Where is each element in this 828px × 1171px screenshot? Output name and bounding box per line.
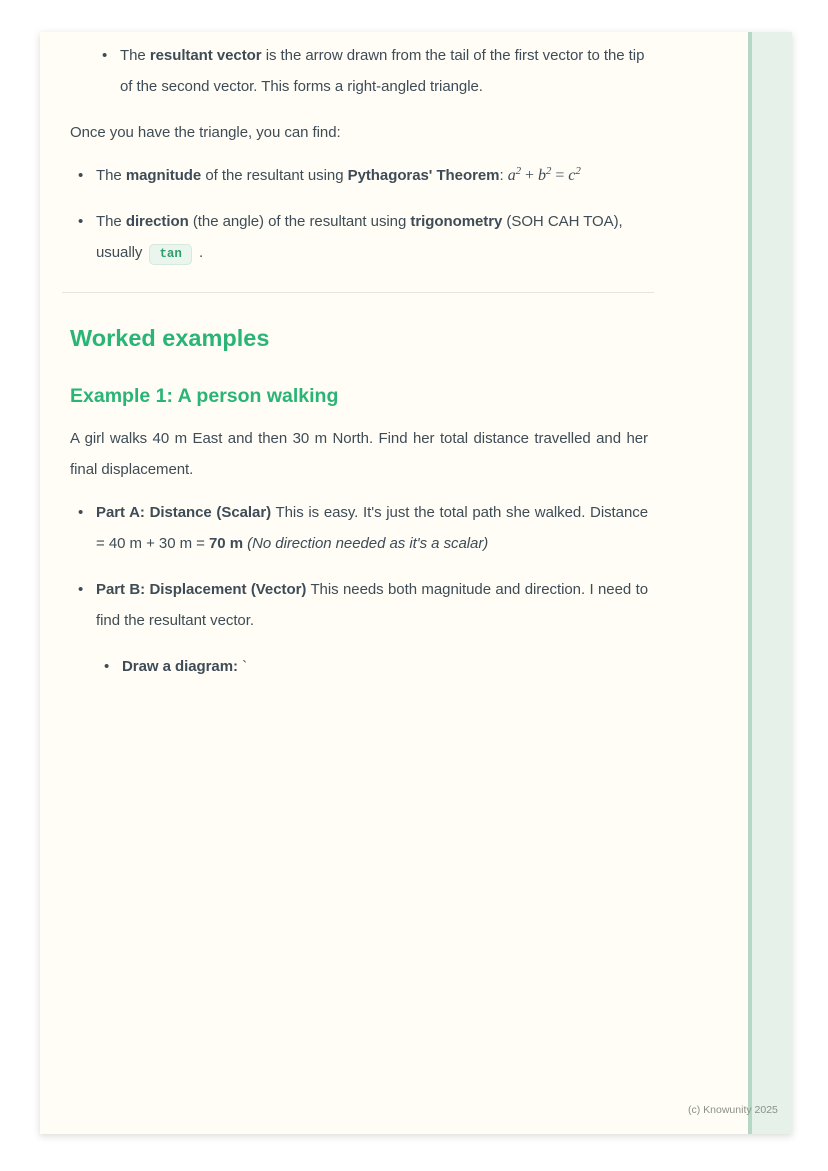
document-page	[40, 32, 792, 1134]
find-bullet-list	[70, 160, 648, 270]
decorative-side-bar	[748, 32, 792, 1134]
intro-bullet-list	[70, 40, 648, 102]
paragraph-once-triangle: Once you have the triangle, you can find:	[70, 124, 341, 141]
list-item-resultant-vector: • The resultant vector is the arrow drawn from the tail of the first vector to the tip of the second vector. This forms a right-angled triangle.	[94, 40, 648, 102]
parts-bullet-list	[70, 497, 648, 682]
part-b-sub-list	[96, 651, 648, 682]
worked-examples-heading: Worked examples	[70, 325, 270, 351]
list-item-direction: • The direction (the angle) of the resultant using trigonometry (SOH CAH TOA), usually tan .	[70, 206, 648, 270]
example-1-heading: Example 1: A person walking	[70, 385, 339, 407]
list-item-magnitude: • The magnitude of the resultant using Pythagoras' Theorem: $a^2 + b^2 = c^2$	[70, 160, 648, 191]
list-item-draw-diagram: • Draw a diagram: `	[96, 651, 648, 682]
section-divider	[62, 292, 654, 293]
list-item-part-b	[70, 574, 648, 682]
list-item-part-a: • Part A: Distance (Scalar) This is easy. It's just the total path she walked. Distance = 40 m + 30 m = 70 m (No direction needed as it's a scalar)	[70, 497, 648, 559]
part-b-text: Part B: Displacement (Vector) This needs both magnitude and direction. I need to find the resultant vector.	[96, 581, 648, 629]
copyright-notice: (c) Knowunity 2025	[688, 1104, 778, 1116]
paragraph-example-problem: A girl walks 40 m East and then 30 m North. Find her total distance travelled and her final displacement.	[70, 430, 648, 478]
page-content	[70, 40, 648, 697]
